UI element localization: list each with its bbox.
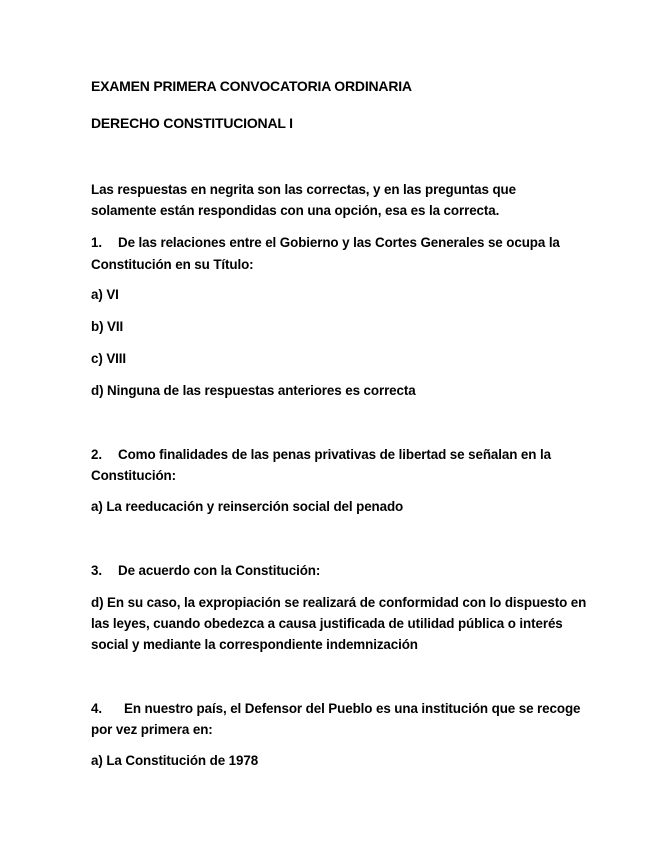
question-4-line-1 bbox=[91, 698, 580, 719]
question-1-text: De las relaciones entre el Gobierno y las Cortes Generales se ocupa la bbox=[118, 235, 560, 250]
question-1-line-2: Constitución en su Título: bbox=[91, 257, 254, 272]
question-1-option-a: a) VI bbox=[91, 287, 119, 302]
question-3-text: De acuerdo con la Constitución: bbox=[118, 563, 321, 578]
question-4-option-a: a) La Constitución de 1978 bbox=[91, 753, 259, 768]
subject-title: DERECHO CONSTITUCIONAL I bbox=[91, 115, 293, 131]
intro-line-1: Las respuestas en negrita son las correctas, y en las preguntas que bbox=[91, 182, 516, 197]
question-3-answer-line-1: d) En su caso, la expropiación se realizará de conformidad con lo dispuesto en bbox=[91, 595, 587, 610]
question-2-text: Como finalidades de las penas privativas de libertad se señalan en la bbox=[118, 447, 551, 462]
question-3-line-1 bbox=[91, 560, 320, 581]
question-1-line-1 bbox=[91, 232, 560, 253]
question-3-answer-line-2: las leyes, cuando obedezca a causa justificada de utilidad pública o interés bbox=[91, 616, 563, 631]
question-3-number: 3. bbox=[91, 563, 102, 578]
question-2-line-2: Constitución: bbox=[91, 468, 176, 483]
exam-title: EXAMEN PRIMERA CONVOCATORIA ORDINARIA bbox=[91, 78, 412, 94]
question-2-number: 2. bbox=[91, 447, 102, 462]
question-4-line-2: por vez primera en: bbox=[91, 722, 213, 737]
question-1-option-d: d) Ninguna de las respuestas anteriores es correcta bbox=[91, 383, 416, 398]
question-1-option-b: b) VII bbox=[91, 319, 124, 334]
question-3-answer-line-3: social y mediante la correspondiente indemnización bbox=[91, 637, 418, 652]
question-1-option-c: c) VIII bbox=[91, 351, 127, 366]
intro-line-2: solamente están respondidas con una opción, esa es la correcta. bbox=[91, 203, 500, 218]
question-2-option-a: a) La reeducación y reinserción social del penado bbox=[91, 499, 404, 514]
question-4-text: En nuestro país, el Defensor del Pueblo es una institución que se recoge bbox=[124, 701, 581, 716]
question-2-line-1 bbox=[91, 444, 551, 465]
question-1-number: 1. bbox=[91, 235, 102, 250]
question-4-number: 4. bbox=[91, 701, 102, 716]
